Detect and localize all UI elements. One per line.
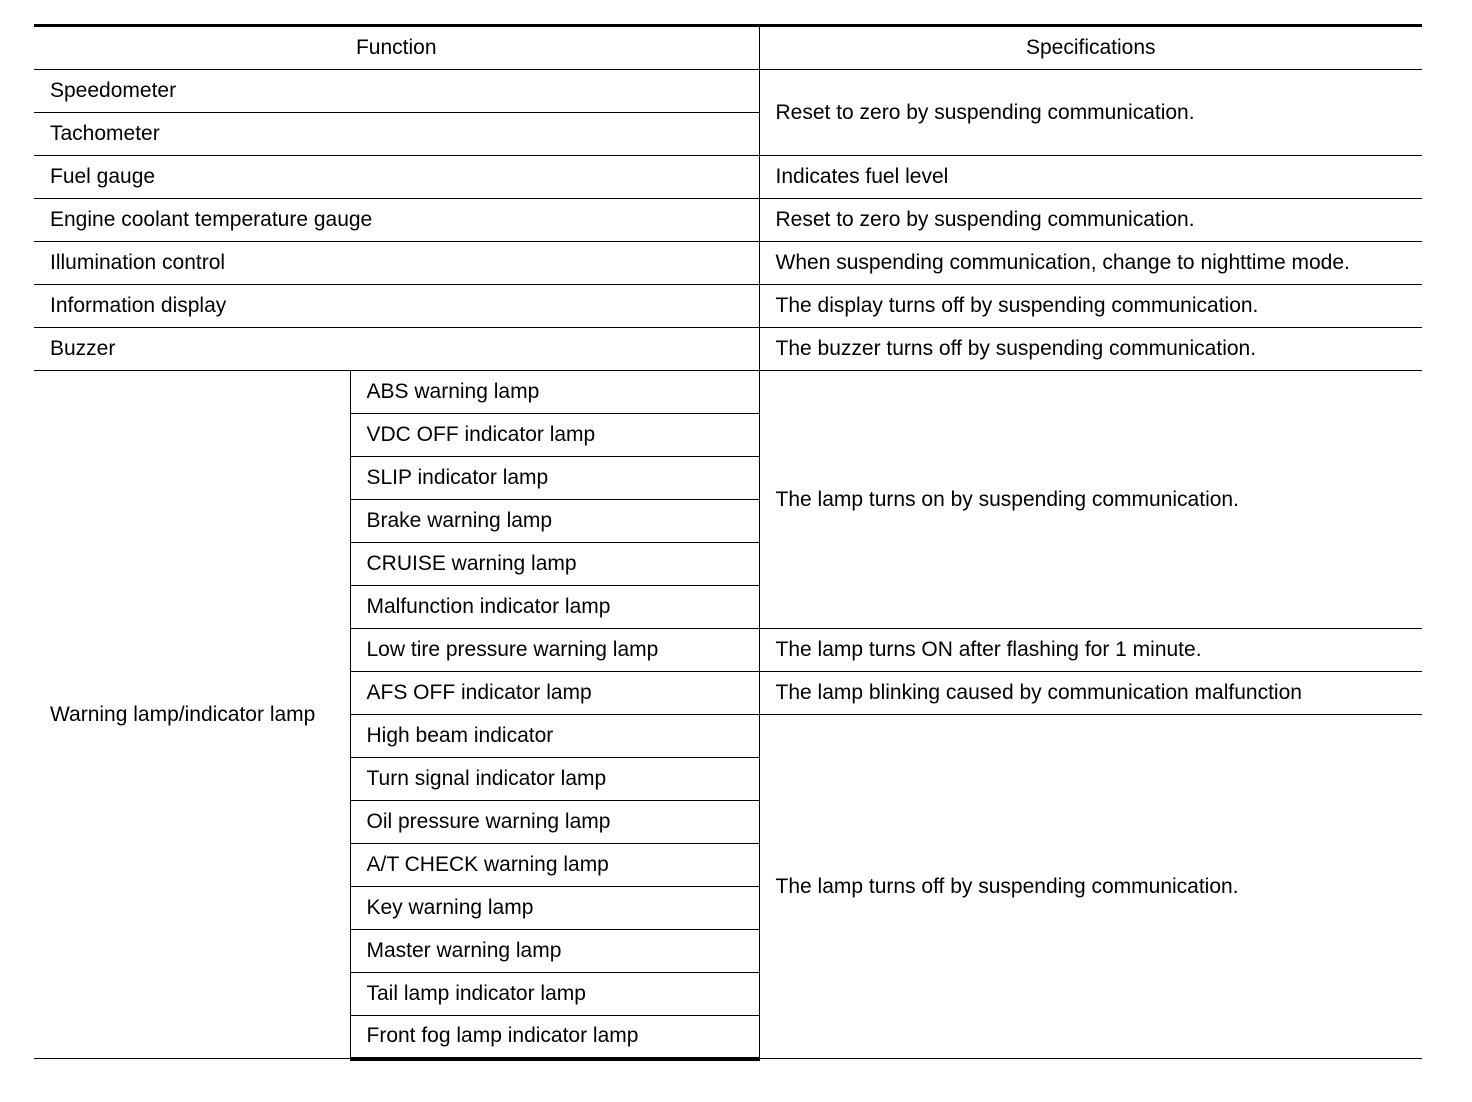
lamp-afs-off: AFS OFF indicator lamp: [350, 672, 759, 715]
table-row: [34, 199, 1422, 242]
function-coolant-gauge: Engine coolant temperature gauge: [34, 199, 759, 242]
spec-buzzer: The buzzer turns off by suspending communication.: [759, 328, 1422, 371]
table-row: [34, 242, 1422, 285]
lamp-master-warning: Master warning lamp: [350, 930, 759, 973]
spec-afs-off: The lamp blinking caused by communication malfunction: [759, 672, 1422, 715]
function-info-display: Information display: [34, 285, 759, 328]
lamp-key-warning: Key warning lamp: [350, 887, 759, 930]
function-header: Function: [34, 26, 759, 70]
lamp-brake-warning: Brake warning lamp: [350, 500, 759, 543]
lamp-oil-pressure: Oil pressure warning lamp: [350, 801, 759, 844]
spec-low-tire: The lamp turns ON after flashing for 1 minute.: [759, 629, 1422, 672]
lamp-cruise-warning: CRUISE warning lamp: [350, 543, 759, 586]
lamp-at-check: A/T CHECK warning lamp: [350, 844, 759, 887]
spec-coolant-gauge: Reset to zero by suspending communication.: [759, 199, 1422, 242]
spec-lamp-off: The lamp turns off by suspending communication.: [759, 715, 1422, 1059]
function-tachometer: Tachometer: [34, 113, 759, 156]
spec-speed-tach: Reset to zero by suspending communication.: [759, 70, 1422, 156]
specifications-header: Specifications: [759, 26, 1422, 70]
function-buzzer: Buzzer: [34, 328, 759, 371]
lamp-slip: SLIP indicator lamp: [350, 457, 759, 500]
lamp-front-fog: Front fog lamp indicator lamp: [350, 1016, 759, 1059]
table-row: [34, 285, 1422, 328]
spec-fuel-gauge: Indicates fuel level: [759, 156, 1422, 199]
table-row: [34, 70, 1422, 113]
function-illumination: Illumination control: [34, 242, 759, 285]
lamp-high-beam: High beam indicator: [350, 715, 759, 758]
lamp-malfunction: Malfunction indicator lamp: [350, 586, 759, 629]
spec-lamp-on: The lamp turns on by suspending communication.: [759, 371, 1422, 629]
spec-illumination: When suspending communication, change to nighttime mode.: [759, 242, 1422, 285]
function-speedometer: Speedometer: [34, 70, 759, 113]
table-header-row: [34, 26, 1422, 70]
specifications-table: [34, 24, 1422, 1061]
warning-group-label: Warning lamp/indicator lamp: [34, 371, 350, 1059]
table-row: [34, 328, 1422, 371]
table-row: [34, 156, 1422, 199]
lamp-low-tire: Low tire pressure warning lamp: [350, 629, 759, 672]
lamp-abs-warning: ABS warning lamp: [350, 371, 759, 414]
lamp-turn-signal: Turn signal indicator lamp: [350, 758, 759, 801]
lamp-vdc-off: VDC OFF indicator lamp: [350, 414, 759, 457]
spec-info-display: The display turns off by suspending communication.: [759, 285, 1422, 328]
function-fuel-gauge: Fuel gauge: [34, 156, 759, 199]
lamp-tail-indicator: Tail lamp indicator lamp: [350, 973, 759, 1016]
table-row: [34, 371, 1422, 414]
